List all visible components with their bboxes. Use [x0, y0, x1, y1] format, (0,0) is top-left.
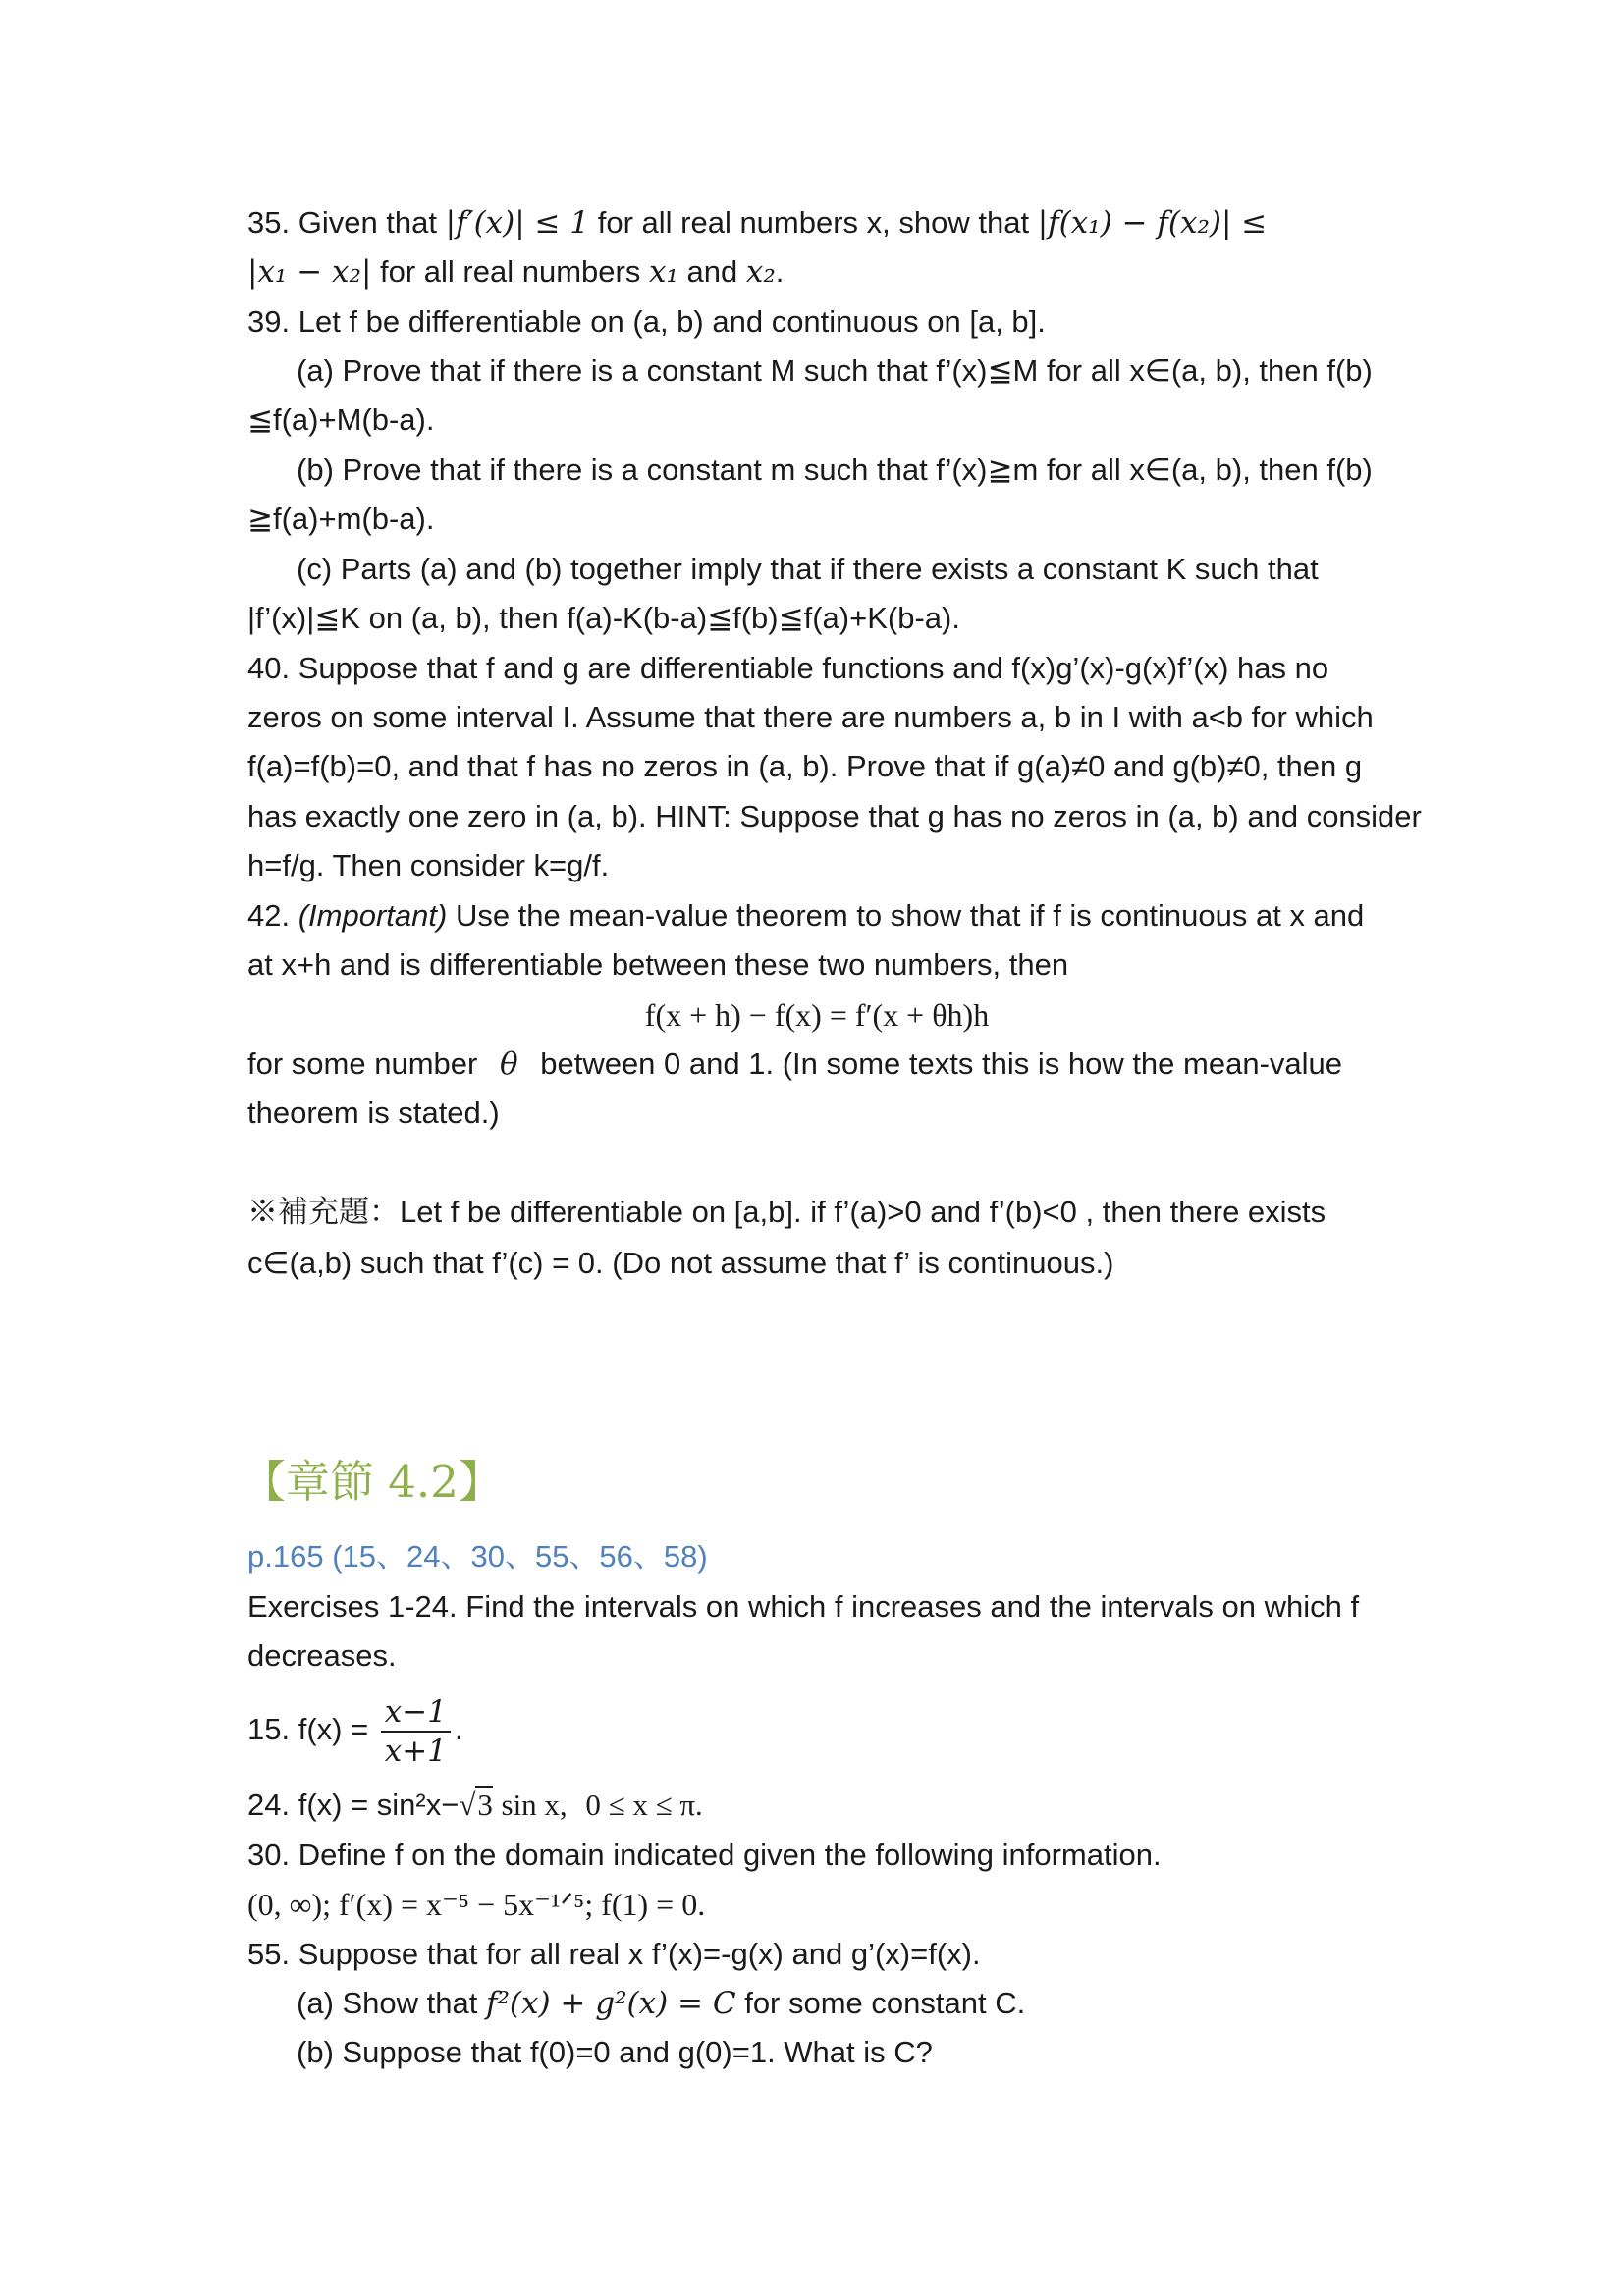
fraction-numerator: x−1: [381, 1693, 451, 1733]
math-inline: x₂: [745, 254, 776, 290]
problem-15: [247, 1690, 463, 1770]
math-inline: |f′(x)| ≤ 1: [445, 205, 590, 240]
sqrt-argument: 3: [477, 1788, 493, 1822]
problem-30-line-2: (0, ∞); f′(x) = x⁻⁵ − 5x⁻¹ᐟ⁵; f(1) = 0.: [247, 1887, 706, 1922]
math-inline: x₁: [648, 254, 678, 290]
problem-30-line-1: 30. Define f on the domain indicated given the following information.: [247, 1838, 1162, 1872]
supplement-line-1: [247, 1193, 1326, 1232]
section-subheading: p.165 (15、24、30、55、56、58): [247, 1539, 708, 1574]
text: for all real numbers: [371, 254, 649, 289]
text: between 0 and 1. (In some texts this is how the mean-value: [531, 1046, 1342, 1081]
problem-39b-line-2: ≧f(a)+m(b-a).: [247, 502, 435, 536]
problem-24: [247, 1786, 703, 1825]
text: 15. f(x) =: [247, 1712, 377, 1746]
text: .: [775, 254, 785, 289]
text: Use the mean-value theorem to show that if f is continuous at x and: [447, 898, 1365, 933]
problem-39c-line-2: |f’(x)|≦K on (a, b), then f(a)-K(b-a)≦f(b)≦f(a)+K(b-a).: [247, 601, 960, 635]
text: 24. f(x) = sin²x−: [247, 1788, 460, 1822]
problem-35-line-2: [247, 252, 784, 292]
problem-55-line-1: 55. Suppose that for all real x f’(x)=-g(x) and g’(x)=f(x).: [247, 1937, 981, 1971]
problem-40-line-3: f(a)=f(b)=0, and that f has no zeros in (a, b). Prove that if g(a)≠0 and g(b)≠0, then g: [247, 749, 1363, 783]
math-inline: |x₁ − x₂|: [247, 254, 372, 290]
problem-55b: (b) Suppose that f(0)=0 and g(0)=1. What is C?: [297, 2035, 933, 2069]
text: 35. Given that: [247, 205, 446, 240]
text: for all real numbers x, show that: [589, 205, 1038, 240]
text: 42.: [247, 898, 298, 933]
problem-42-line-4: theorem is stated.): [247, 1095, 500, 1130]
problem-40-line-5: h=f/g. Then consider k=g/f.: [247, 848, 610, 882]
math-theta: θ: [499, 1046, 518, 1082]
text: and: [677, 254, 746, 289]
text: (a) Show that: [297, 1986, 486, 2020]
problem-40-line-4: has exactly one zero in (a, b). HINT: Suppose that g has no zeros in (a, b) and consider: [247, 799, 1422, 833]
emphasis-text: (Important): [298, 898, 448, 933]
problem-39c-line-1: (c) Parts (a) and (b) together imply that if there exists a constant K such that: [297, 552, 1319, 586]
fraction: [381, 1693, 451, 1770]
text: .: [454, 1712, 463, 1746]
supplement-line-2: c∈(a,b) such that f’(c) = 0. (Do not assume that f’ is continuous.): [247, 1246, 1114, 1280]
problem-40-line-1: 40. Suppose that f and g are differentiable functions and f(x)g’(x)-g(x)f’(x) has no: [247, 651, 1329, 685]
math-range: 0 ≤ x ≤ π.: [585, 1788, 703, 1822]
sqrt-symbol: √: [459, 1788, 476, 1822]
problem-42-formula: f(x + h) − f(x) = f′(x + θh)h: [644, 997, 990, 1033]
problem-40-line-2: zeros on some interval I. Assume that there are numbers a, b in I with a<b for which: [247, 700, 1374, 734]
text: for some constant C.: [735, 1986, 1026, 2020]
supplement-label: ※補充題：: [247, 1195, 400, 1229]
section-heading: 【章節 4.2】: [242, 1456, 503, 1508]
problem-39a-line-1: (a) Prove that if there is a constant M such that f’(x)≦M for all x∈(a, b), then f(b): [297, 353, 1373, 388]
problem-42-line-3: [247, 1044, 1342, 1084]
problem-42-line-1: [247, 896, 1364, 935]
exercises-line-1: Exercises 1-24. Find the intervals on which f increases and the intervals on which f: [247, 1589, 1360, 1624]
problem-42-line-2: at x+h and is differentiable between these two numbers, then: [247, 947, 1069, 982]
text: for some number: [247, 1046, 486, 1081]
problem-39a-line-2: ≦f(a)+M(b-a).: [247, 402, 435, 437]
math-inline: sin x,: [501, 1788, 568, 1822]
problem-39-intro: 39. Let f be differentiable on (a, b) and continuous on [a, b].: [247, 304, 1046, 339]
exercises-line-2: decreases.: [247, 1638, 397, 1673]
math-inline: |f(x₁) − f(x₂)| ≤: [1037, 205, 1268, 240]
problem-35-line-1: [247, 203, 1267, 242]
problem-39b-line-1: (b) Prove that if there is a constant m such that f’(x)≧m for all x∈(a, b), then f(b): [297, 453, 1373, 487]
fraction-denominator: x+1: [384, 1733, 447, 1769]
problem-55a: [297, 1984, 1025, 2023]
math-inline: f²(x) + g²(x) = C: [485, 1986, 736, 2021]
text: Let f be differentiable on [a,b]. if f’(a)>0 and f’(b)<0 , then there exists: [400, 1195, 1326, 1229]
